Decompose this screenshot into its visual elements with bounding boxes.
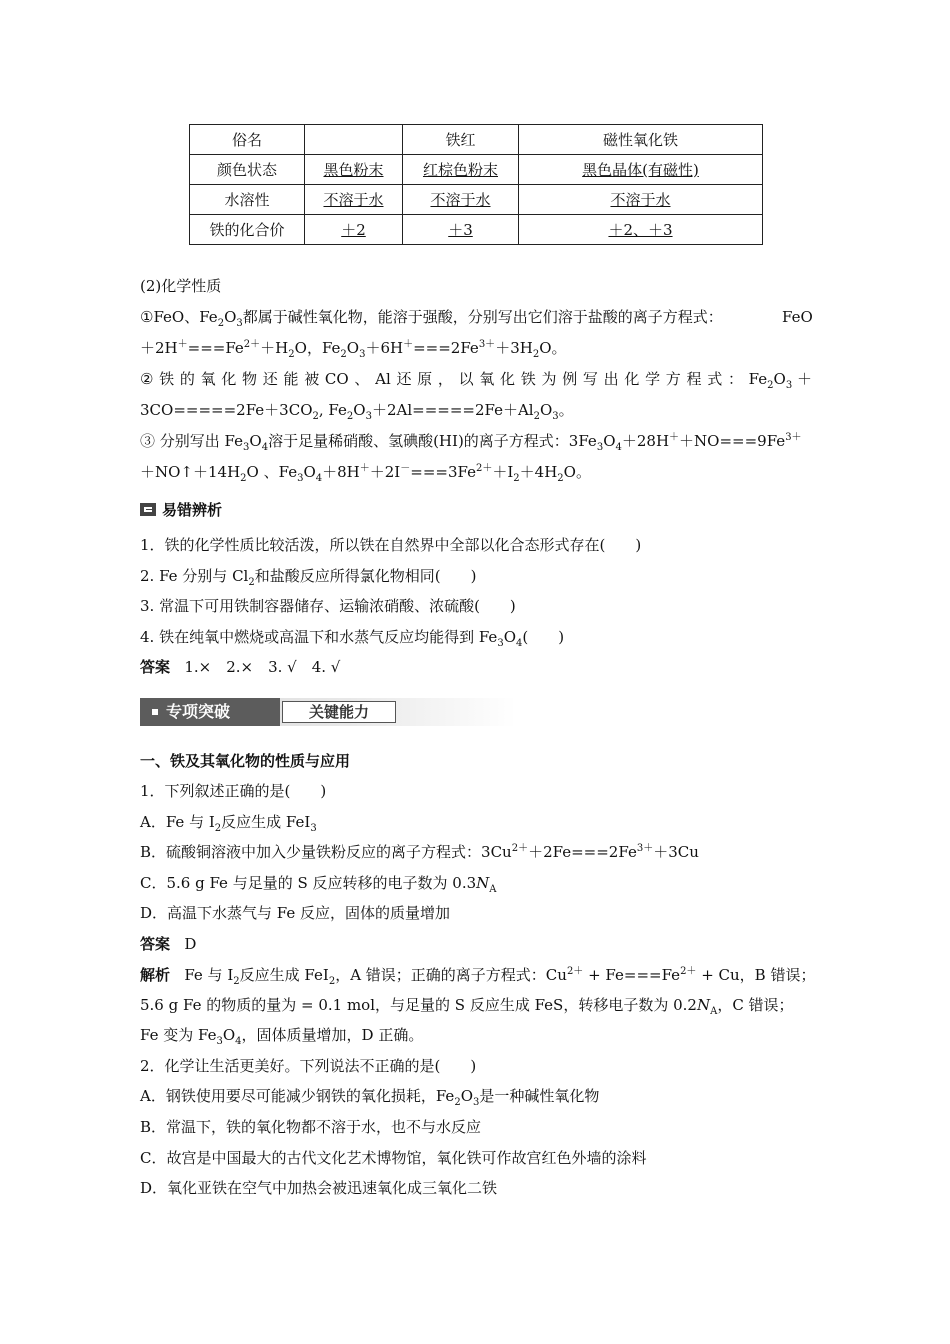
text: $Fe_2O_3$ ＋ [748, 370, 812, 391]
banner-light-label: 关键能力 [282, 701, 396, 723]
text: ＋6H [365, 339, 404, 357]
text: ＋28H [621, 432, 670, 450]
table-cell [305, 125, 403, 155]
text: ＋2Al=====2Fe＋Al [371, 401, 534, 419]
text: O [539, 401, 553, 419]
text: O [503, 628, 517, 646]
text: 氧 [200, 370, 216, 388]
text: 的 [179, 370, 195, 388]
text: ＋4H [519, 463, 558, 481]
text: ，C 错误； [717, 996, 794, 1014]
table-cell: 不溶于水 [305, 185, 403, 215]
table-row [190, 125, 763, 155]
error-item-2: 2. Fe 分别与 $Cl_2$和盐酸反应所得氯化物相同( ) [140, 567, 477, 588]
text: ＋ [796, 370, 812, 388]
text: ＋I [492, 463, 514, 481]
table-cell: 水溶性 [190, 185, 305, 215]
question-2-option-d: D．氧化亚铁在空气中加热会被迅速氧化成三氧化二铁 [140, 1179, 498, 1197]
text: 铁 [520, 370, 536, 388]
text: 为 [541, 370, 557, 388]
table-cell: ＋2、＋3 [519, 215, 763, 245]
text: 例 [562, 370, 578, 388]
chem-paragraph-1-cont: $+2H^+===Fe^{2+}+H_2O$，$Fe_2O_3+6H^+===2Fe^{3+}+3H_2O$。 [140, 339, 567, 360]
explanation-label: 解析 [140, 966, 171, 984]
question-2-option-c: C．故宫是中国最大的古代文化艺术博物馆，氧化铁可作故宫红色外墙的涂料 [140, 1149, 647, 1167]
text: A．Fe 与 I [140, 813, 215, 831]
text: 3CO=====2Fe＋3CO [140, 401, 313, 419]
question-1-option-b: B．硫酸铜溶液中加入少量铁粉反应的离子方程式：$3Cu^{2+}+2Fe===2Fe^{3+}+3Cu$ [140, 843, 699, 861]
text: O，Fe [294, 339, 341, 357]
text: ， [437, 370, 453, 388]
text: A [489, 884, 497, 895]
table-row [190, 185, 763, 215]
text: Fe 与 I [184, 966, 234, 984]
question-1-explanation-3: Fe 变为 $Fe_3O_4$，固体质量增加，D 正确。 [140, 1026, 424, 1047]
text: B．硫酸铜溶液中加入少量铁粉反应的离子方程式：3Cu [140, 843, 512, 861]
banner-dark-label [140, 698, 280, 726]
text: 还 [262, 370, 278, 388]
text: 化 [221, 370, 237, 388]
question-1-stem: 1．下列叙述正确的是( ) [140, 782, 327, 800]
table-cell: ＋2 [305, 215, 403, 245]
text: 反应生成 FeI [221, 813, 311, 831]
text: ＋8H [322, 463, 360, 481]
text: ＋NO↑＋14H [140, 463, 241, 481]
text: Fe 变为 Fe [140, 1026, 217, 1044]
text: ===Fe [187, 339, 244, 357]
text: ，固体质量增加，D 正确。 [241, 1026, 424, 1044]
answer-text: 1.× 2.× 3. √ 4. √ [184, 658, 341, 676]
text: 写 [582, 370, 598, 388]
text: A [710, 1006, 718, 1017]
question-2-stem: 2．化学让生活更美好。下列说法不正确的是( ) [140, 1057, 477, 1075]
table-cell: 黑色粉末 [305, 155, 403, 185]
text: O [224, 308, 237, 326]
text: O [249, 432, 262, 450]
text: CO [324, 370, 349, 388]
text: 学 [645, 370, 661, 388]
text: 易错辨析 [162, 501, 223, 519]
error-item-3: 3. 常温下可用铁制容器储存、运输浓硝酸、浓硫酸( ) [140, 597, 516, 615]
question-2-option-b: B．常温下，铁的氧化物都不溶于水，也不与水反应 [140, 1118, 482, 1136]
text: 4. 铁在纯氧中燃烧或高温下和水蒸气反应均能得到 Fe [140, 628, 498, 646]
question-2-option-a: A．钢铁使用要尽可能减少钢铁的氧化损耗，$Fe_2O_3$是一种碱性氧化物 [140, 1087, 600, 1108]
text: ③ 分别写出 Fe [140, 432, 244, 450]
chem-paragraph-3: ③ 分别写出 $Fe_3O_4$溶于足量稀硝酸、氢碘酸(HI)的离子方程式：$3Fe_3O_4+28H^++NO===9Fe^{3+}$ [140, 432, 802, 453]
section-1-title: 一、铁及其氧化物的性质与应用 [140, 752, 351, 770]
text: ＋3Cu [653, 843, 699, 861]
text: 都属于碱性氧化物，能溶于强酸，分别写出它们溶于盐酸的离子方程式： [242, 308, 723, 326]
text: 是一种碱性氧化物 [479, 1087, 600, 1105]
answer-label: 答案 [140, 658, 171, 676]
text: O [460, 1087, 473, 1105]
text: 能 [283, 370, 299, 388]
text: O [346, 339, 360, 357]
text: 专项突破 [166, 702, 231, 721]
question-1-explanation-2 [140, 995, 794, 1015]
text: 程 [686, 370, 702, 388]
text: ，A 错误；正确的离子方程式：Cu [335, 966, 567, 984]
text: ( ) [522, 628, 565, 646]
text: 式 [707, 370, 723, 388]
question-1-option-a: A．Fe 与 $I_2$反应生成 FeI$_3$ [140, 813, 317, 834]
text: 铁 [159, 370, 175, 388]
question-1-explanation: 解析 Fe 与 $I_2$反应生成 FeI$_2$，A 错误；正确的离子方程式：$Cu^{2+} + Fe===Fe^{2+} + Cu$，B 错误； [140, 966, 816, 987]
table-cell: 铁的化合价 [190, 215, 305, 245]
text: 化 [500, 370, 516, 388]
chem-paragraph-2 [140, 369, 812, 389]
table-cell: 磁性氧化铁 [519, 125, 763, 155]
text: N [476, 874, 490, 892]
text: O。 [563, 463, 591, 481]
text: O。 [539, 339, 567, 357]
text: ===3Fe [410, 463, 476, 481]
answer-text: D [184, 935, 197, 953]
text: O [353, 401, 366, 419]
text: O 、Fe [246, 463, 298, 481]
text: ＋NO===9Fe [679, 432, 786, 450]
text: 5.6 g Fe 的物质的量为 = 0.1 mol，与足量的 S 反应生成 FeS，转移电子数为 0.2 [140, 996, 697, 1014]
text: 被 [304, 370, 320, 388]
text: 原 [417, 370, 433, 388]
text: ＋2I [369, 463, 401, 481]
chem-paragraph-1: ①FeO、$Fe_2O_3$都属于碱性氧化物，能溶于强酸，分别写出它们溶于盐酸的离子方程式： FeO [140, 308, 813, 329]
chem-paragraph-2-cont: $3CO=====2Fe+3CO_2$, $Fe_2O_3+2Al=====2Fe+Al_2O_3$。 [140, 401, 574, 422]
chem-heading: (2)化学性质 [140, 277, 222, 295]
text: 溶于足量稀硝酸、氢碘酸(HI)的离子方程式：3Fe [268, 432, 597, 450]
text: , Fe [318, 401, 347, 419]
text: 2. Fe 分别与 Cl [140, 567, 249, 585]
error-item-4: 4. 铁在纯氧中燃烧或高温下和水蒸气反应均能得到 $Fe_3O_4$( ) [140, 628, 565, 649]
text: ===2Fe [413, 339, 479, 357]
table-cell: ＋3 [403, 215, 519, 245]
text: + Cu，B 错误； [696, 966, 816, 984]
text: N [696, 996, 711, 1014]
text: O [303, 463, 316, 481]
text: ＋2H [140, 339, 178, 357]
question-1-answer [140, 934, 196, 954]
text: ： [727, 370, 743, 388]
text: 和盐酸反应所得氯化物相同( ) [254, 567, 477, 585]
text: + Fe===Fe [583, 966, 681, 984]
text: 化 [624, 370, 640, 388]
text: 物 [242, 370, 258, 388]
text: ＋3H [495, 339, 533, 357]
text: 出 [603, 370, 619, 388]
text: 。 [558, 401, 574, 419]
text: 方 [665, 370, 681, 388]
text: ＋H [260, 339, 289, 357]
table-row [190, 215, 763, 245]
text: 还 [396, 370, 412, 388]
text: ①FeO、Fe [140, 308, 218, 326]
question-1-option-c [140, 873, 497, 893]
answer-label: 答案 [140, 935, 171, 953]
question-1-option-d: D．高温下水蒸气与 Fe 反应，固体的质量增加 [140, 904, 451, 922]
text: ② [140, 370, 154, 388]
text: 氧 [479, 370, 495, 388]
errors-title [140, 500, 222, 520]
text: C．5.6 g Fe 与足量的 S 反应转移的电子数为 0.3 [140, 874, 477, 892]
error-item-1: 1．铁的化学性质比较活泼，所以铁在自然界中全部以化合态形式存在( ) [140, 536, 642, 554]
text: FeO [782, 308, 813, 326]
table-row [190, 155, 763, 185]
table-cell: 黑色晶体(有磁性) [519, 155, 763, 185]
iron-oxide-properties-table [189, 124, 763, 245]
section-banner [140, 698, 516, 726]
table-cell: 不溶于水 [519, 185, 763, 215]
text: 以 [458, 370, 474, 388]
text: O [222, 1026, 236, 1044]
text: O [603, 432, 616, 450]
table-cell: 颜色状态 [190, 155, 305, 185]
square-icon [152, 709, 158, 715]
chem-paragraph-3-cont: $+NO↑+14H_2O$ 、$Fe_3O_4+8H^++2I^-===3Fe^{2+}+I_2+4H_2O$。 [140, 463, 591, 484]
text: Al [375, 370, 391, 388]
errors-answer [140, 657, 340, 677]
text: A．钢铁使用要尽可能减少钢铁的氧化损耗，Fe [140, 1087, 455, 1105]
text: 、 [354, 370, 370, 388]
table-cell: 红棕色粉末 [403, 155, 519, 185]
table-cell: 俗名 [190, 125, 305, 155]
table-cell: 不溶于水 [403, 185, 519, 215]
text: 反应生成 FeI [239, 966, 329, 984]
table-cell: 铁红 [403, 125, 519, 155]
section-flag-icon [140, 503, 156, 516]
text: ＋2Fe===2Fe [528, 843, 637, 861]
